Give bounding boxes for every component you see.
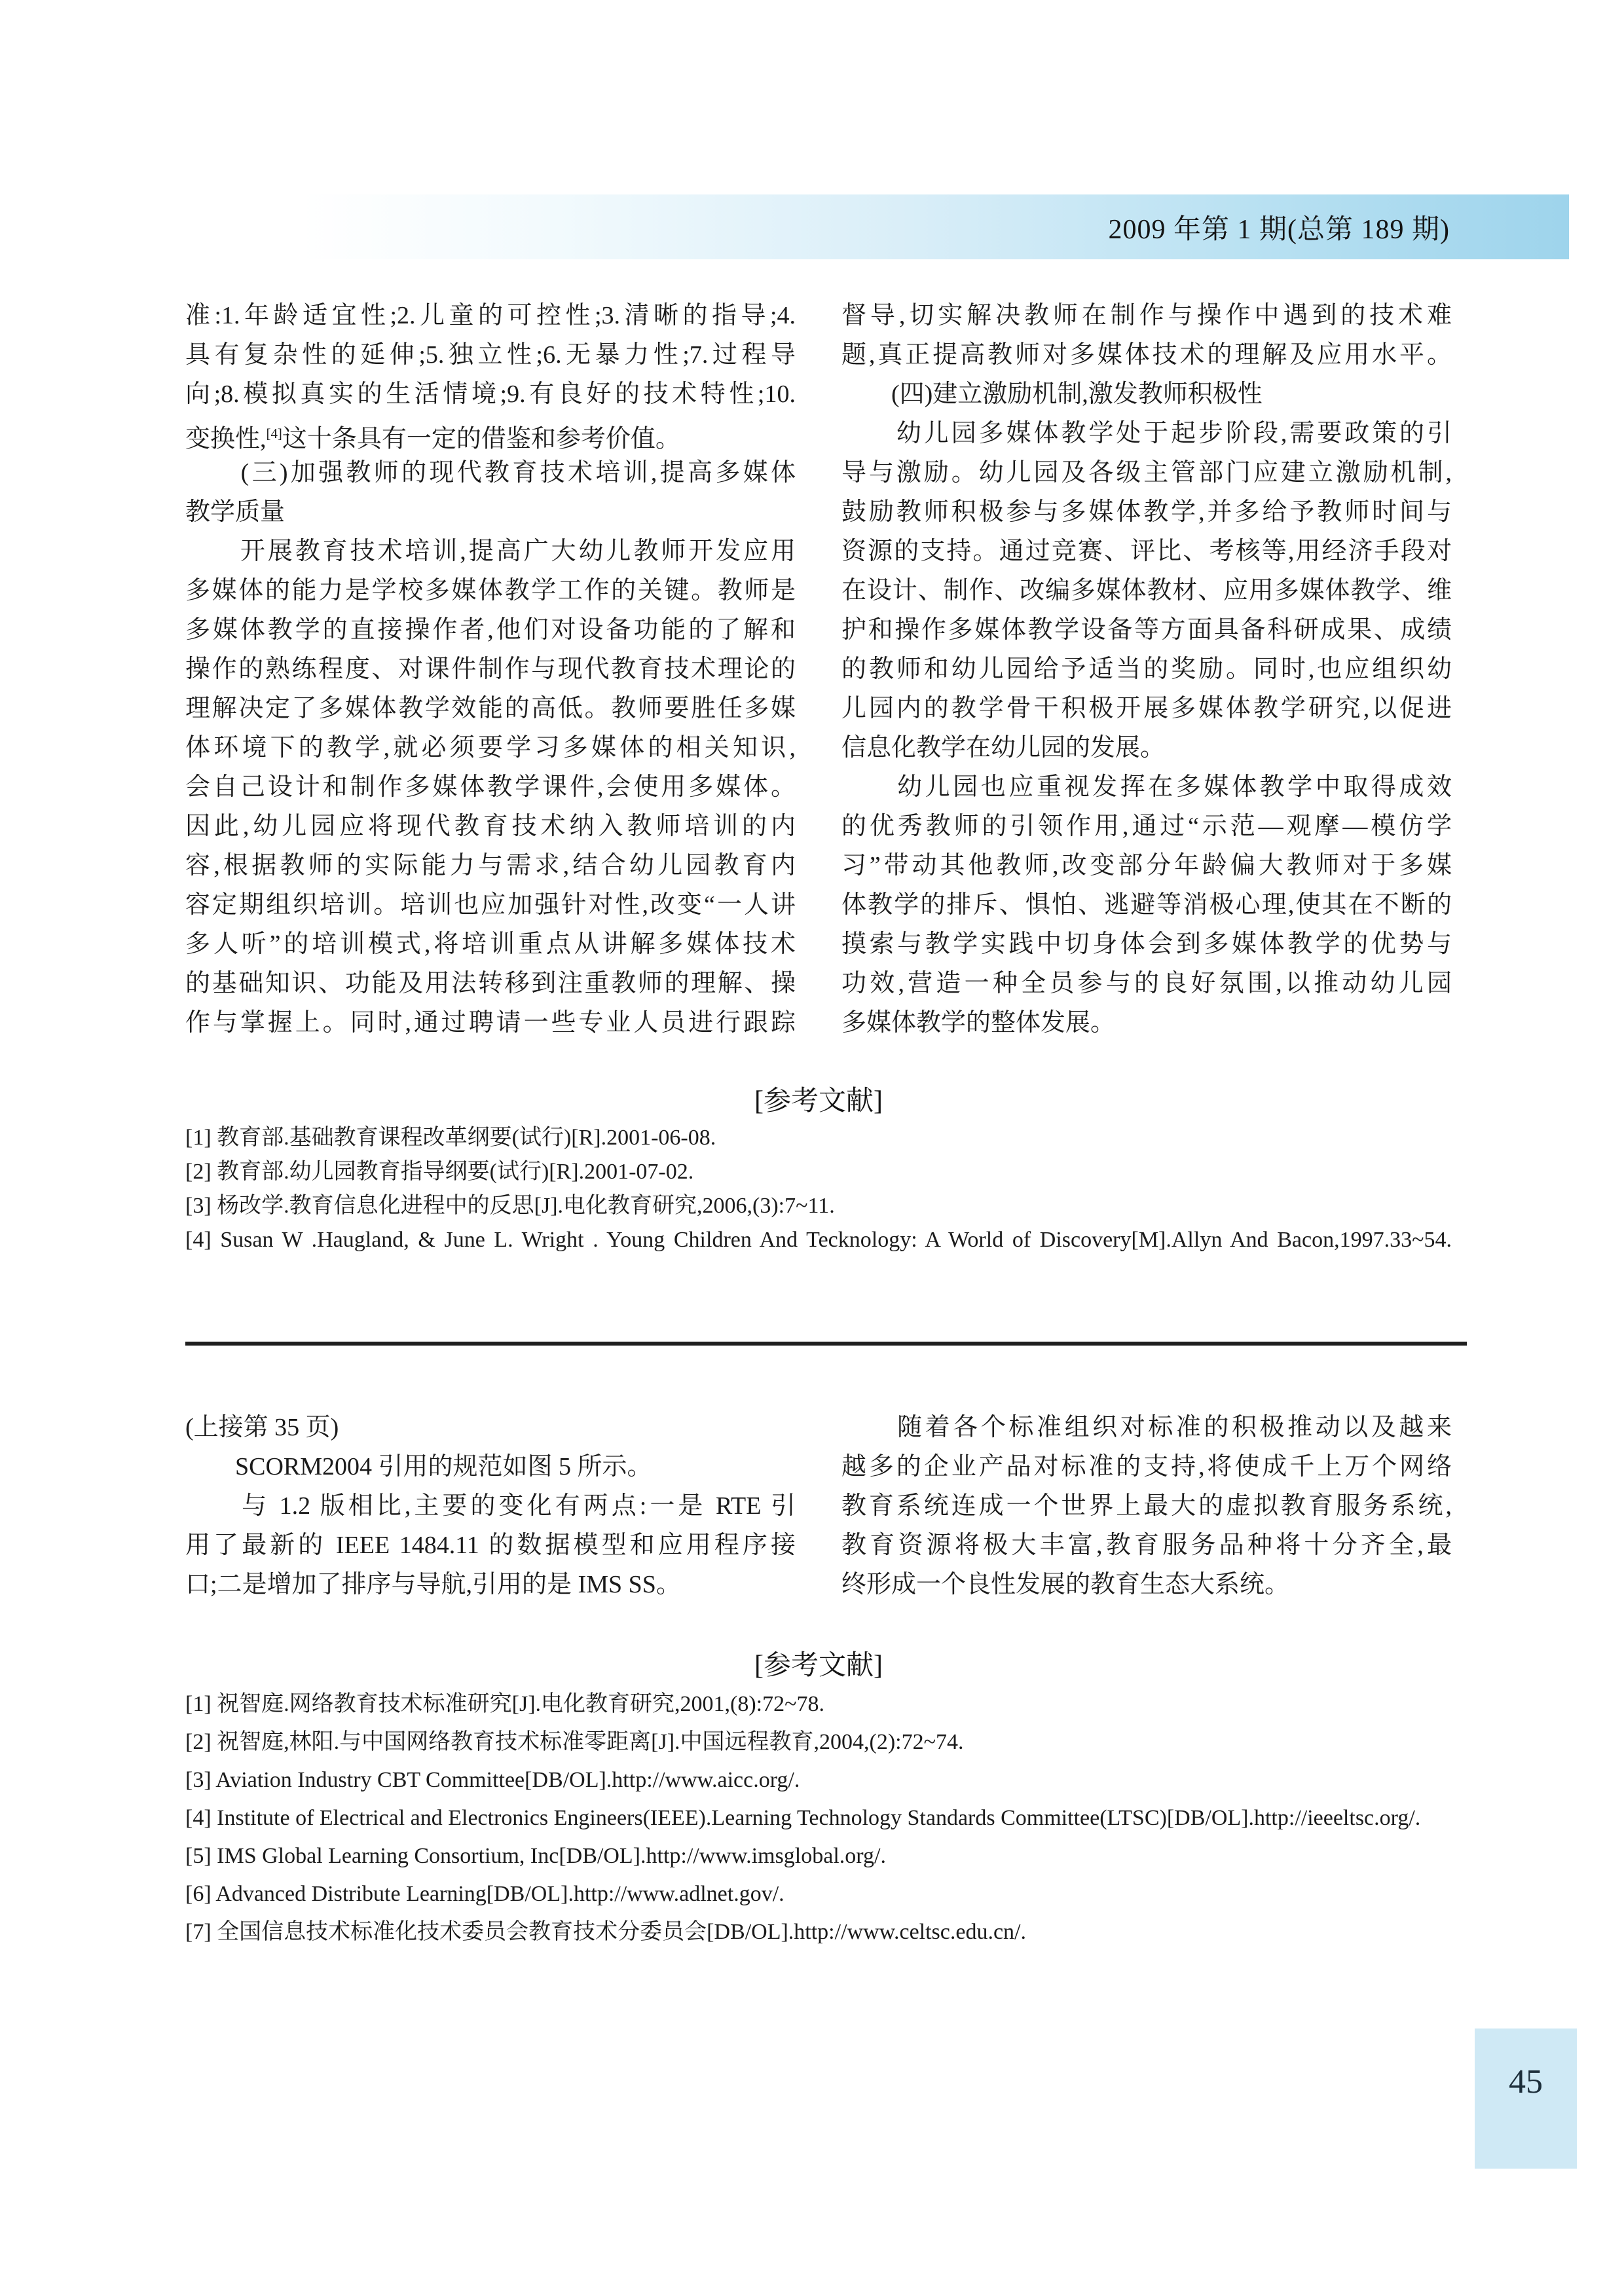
body-text-line: 的基础知识、功能及用法转移到注重教师的理解、操: [185, 970, 796, 997]
reference-item: [4] Susan W .Haugland, & June L. Wright . Young Children And Tecknology: A World of Discovery[M].Allyn And Bacon,1997.33~54.: [185, 1228, 1452, 1252]
body-text-line: 信息化教学在幼儿园的发展。: [841, 734, 1166, 762]
body-text-line: 教育资源将极大丰富,教育服务品种将十分齐全,最: [841, 1532, 1452, 1559]
citation-superscript: [4]: [266, 426, 282, 441]
body-text-line: 幼儿园也应重视发挥在多媒体教学中取得成效: [841, 773, 1452, 801]
body-text-line: 的教师和幼儿园给予适当的奖励。同时,也应组织幼: [841, 655, 1452, 683]
reference-item: [7] 全国信息技术标准化技术委员会教育技术分委员会[DB/OL].http://www.celtsc.edu.cn/.: [185, 1920, 1026, 1944]
body-text-line: 口;二是增加了排序与导航,引用的是 IMS SS。: [185, 1571, 681, 1598]
body-text-line: 随着各个标准组织对标准的积极推动以及越来: [841, 1414, 1452, 1441]
body-text-line: 导与激励。幼儿园及各级主管部门应建立激励机制,: [841, 459, 1452, 487]
body-text-line: 多人听”的培训模式,将培训重点从讲解多媒体技术: [185, 930, 796, 958]
article1-right-column: [841, 296, 1452, 1042]
references-title: [参考文献]: [754, 1086, 883, 1116]
references-list: [185, 1685, 1452, 1951]
body-text-line: 教育系统连成一个世界上最大的虚拟教育服务系统,: [841, 1492, 1452, 1520]
reference-item: [3] Aviation Industry CBT Committee[DB/OL].http://www.aicc.org/.: [185, 1768, 800, 1792]
body-text-line: 多媒体教学的整体发展。: [841, 1009, 1116, 1037]
body-text-line: 功效,营造一种全员参与的良好氛围,以推动幼儿园: [841, 970, 1452, 997]
body-text-line: SCORM2004 引用的规范如图 5 所示。: [185, 1453, 652, 1480]
article1-left-column: [185, 296, 796, 1042]
body-text-line: 作与掌握上。同时,通过聘请一些专业人员进行跟踪: [185, 1009, 796, 1037]
body-text-line: 操作的熟练程度、对课件制作与现代教育技术理论的: [185, 655, 796, 683]
body-text-line: 具有复杂性的延伸;5.独立性;6.无暴力性;7.过程导: [185, 341, 796, 369]
body-text-line: 资源的支持。通过竞赛、评比、考核等,用经济手段对: [841, 538, 1452, 565]
body-text-line: 题,真正提高教师对多媒体技术的理解及应用水平。: [841, 341, 1452, 369]
text-segment: 这十条具有一定的借鉴和参考价值。: [282, 425, 680, 453]
body-text-line: (三)加强教师的现代教育技术培训,提高多媒体: [185, 459, 796, 487]
text-segment: 变换性,: [185, 425, 267, 453]
page-number: 45: [1509, 2063, 1543, 2101]
page-number-badge: [1475, 2029, 1577, 2169]
references-title: [参考文献]: [754, 1651, 883, 1681]
body-text-line: 教学质量: [185, 498, 286, 526]
body-text-line: 容定期组织培训。培训也应加强针对性,改变“一人讲: [185, 891, 796, 919]
reference-item: [1] 祝智庭.网络教育技术标准研究[J].电化教育研究,2001,(8):72~78.: [185, 1692, 825, 1716]
body-text-line: 终形成一个良性发展的教育生态大系统。: [841, 1571, 1290, 1598]
body-text-line: 多媒体教学的直接操作者,他们对设备功能的了解和: [185, 616, 796, 644]
body-text-line: 摸索与教学实践中切身体会到多媒体教学的优势与: [841, 930, 1452, 958]
body-text-line: 习”带动其他教师,改变部分年龄偏大教师对于多媒: [841, 852, 1452, 879]
reference-item: [4] Institute of Electrical and Electronics Engineers(IEEE).Learning Technology Standards Committee(LTSC)[DB/OL].http://ieeeltsc.org/.: [185, 1806, 1421, 1830]
body-text-line: 的优秀教师的引领作用,通过“示范—观摩—模仿学: [841, 813, 1452, 840]
body-text-line: 向;8.模拟真实的生活情境;9.有良好的技术特性;10.: [185, 380, 796, 408]
body-text-line: 会自己设计和制作多媒体教学课件,会使用多媒体。: [185, 773, 796, 801]
body-text-line: (四)建立激励机制,激发教师积极性: [841, 380, 1263, 408]
reference-item: [5] IMS Global Learning Consortium, Inc[DB/OL].http://www.imsglobal.org/.: [185, 1844, 886, 1868]
body-text-line: 鼓励教师积极参与多媒体教学,并多给予教师时间与: [841, 498, 1452, 526]
reference-item: [1] 教育部.基础教育课程改革纲要(试行)[R].2001-06-08.: [185, 1126, 716, 1150]
reference-item: [3] 杨改学.教育信息化进程中的反思[J].电化教育研究,2006,(3):7~11.: [185, 1194, 835, 1218]
body-text-line: 用了最新的 IEEE 1484.11 的数据模型和应用程序接: [185, 1532, 796, 1559]
body-text-line: 护和操作多媒体教学设备等方面具备科研成果、成绩: [841, 616, 1452, 644]
body-text-line: 理解决定了多媒体教学效能的高低。教师要胜任多媒: [185, 695, 796, 722]
article2-references: [185, 1646, 1452, 1951]
body-text-line: 与 1.2 版相比,主要的变化有两点:一是 RTE 引: [185, 1492, 796, 1520]
references-list: [185, 1121, 1452, 1257]
reference-item: [2] 教育部.幼儿园教育指导纲要(试行)[R].2001-07-02.: [185, 1160, 694, 1184]
body-text-line: 体环境下的教学,就必须要学习多媒体的相关知识,: [185, 734, 796, 762]
article2-left-column: [185, 1408, 796, 1604]
body-text-line: 儿园内的教学骨干积极开展多媒体教学研究,以促进: [841, 695, 1452, 722]
article2-right-column: [841, 1408, 1452, 1604]
reference-item: [2] 祝智庭,林阳.与中国网络教育技术标准零距离[J].中国远程教育,2004,(2):72~74.: [185, 1730, 964, 1754]
section-divider: [185, 1342, 1467, 1346]
header-bar: [301, 194, 1569, 259]
body-text-line: 多媒体的能力是学校多媒体教学工作的关键。教师是: [185, 577, 796, 604]
body-text-line: 准:1.年龄适宜性;2.儿童的可控性;3.清晰的指导;4.: [185, 302, 796, 329]
body-text-line: [185, 414, 796, 453]
reference-item: [6] Advanced Distribute Learning[DB/OL].http://www.adlnet.gov/.: [185, 1882, 784, 1906]
article1-references: [185, 1082, 1452, 1257]
body-text-line: 容,根据教师的实际能力与需求,结合幼儿园教育内: [185, 852, 796, 879]
issue-label: 2009 年第 1 期(总第 189 期): [1108, 214, 1450, 245]
body-text-line: 幼儿园多媒体教学处于起步阶段,需要政策的引: [841, 420, 1452, 447]
body-text-line: 督导,切实解决教师在制作与操作中遇到的技术难: [841, 302, 1452, 329]
body-text-line: 在设计、制作、改编多媒体教材、应用多媒体教学、维: [841, 577, 1452, 604]
body-text-line: (上接第 35 页): [185, 1414, 339, 1441]
body-text-line: 体教学的排斥、惧怕、逃避等消极心理,使其在不断的: [841, 891, 1452, 919]
body-text-line: 因此,幼儿园应将现代教育技术纳入教师培训的内: [185, 813, 796, 840]
body-text-line: 越多的企业产品对标准的支持,将使成千上万个网络: [841, 1453, 1452, 1480]
body-text-line: 开展教育技术培训,提高广大幼儿教师开发应用: [185, 538, 796, 565]
